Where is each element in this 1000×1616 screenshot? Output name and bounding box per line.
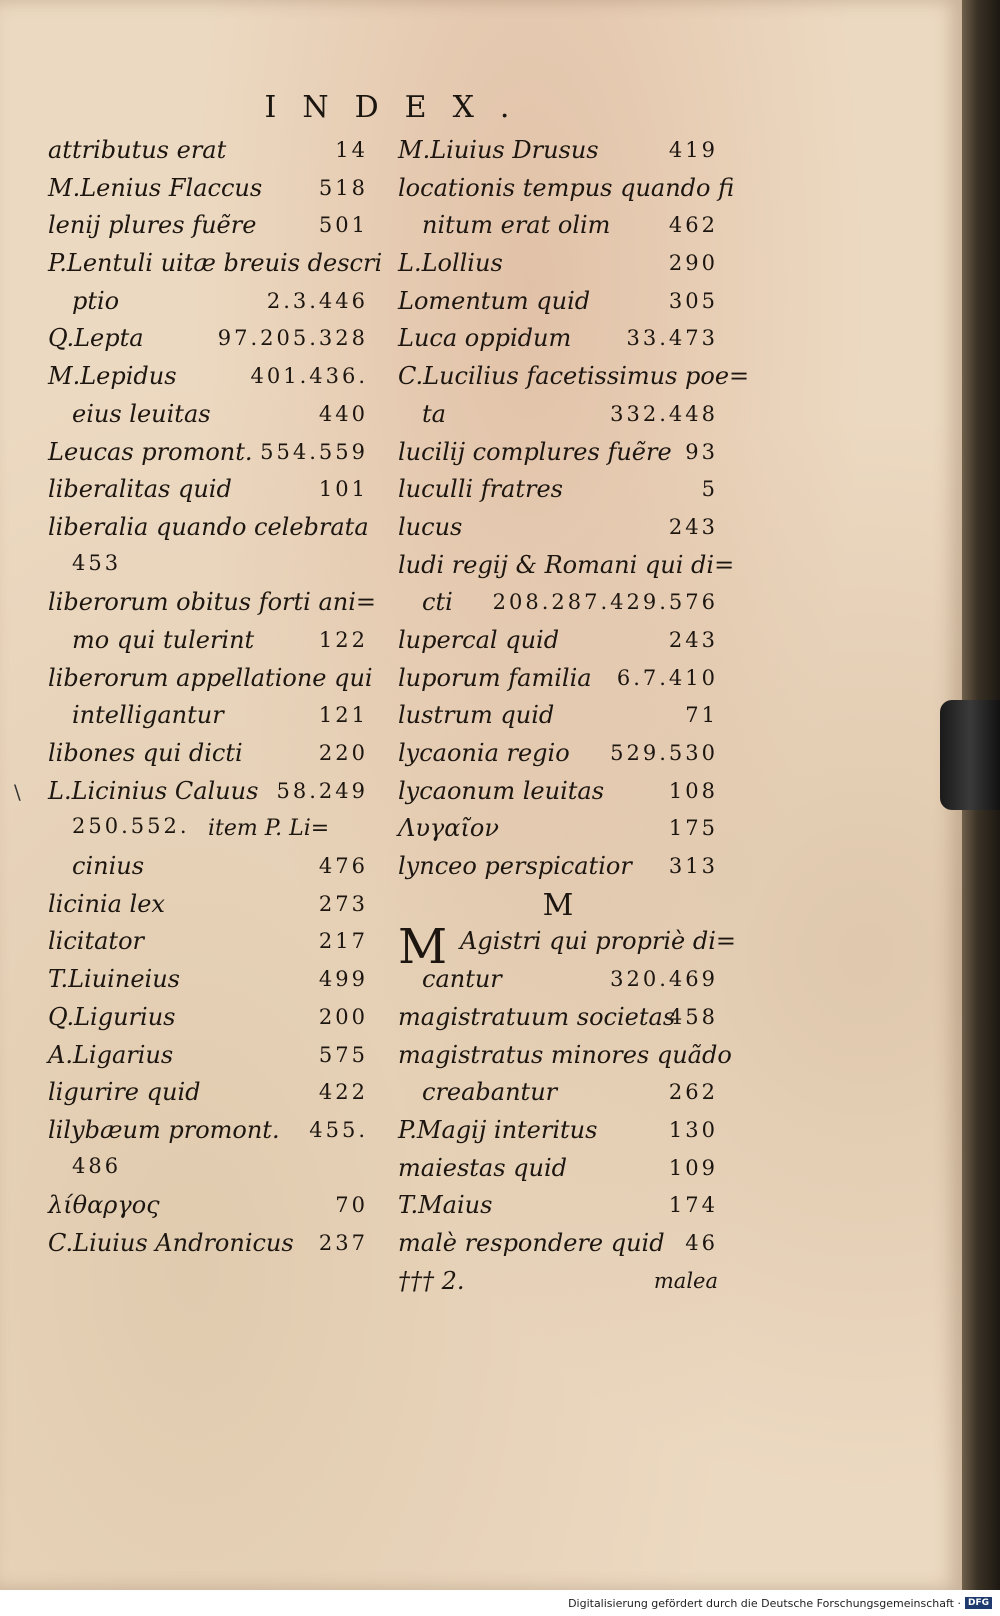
entry-term: maiestas quid <box>398 1153 568 1182</box>
page-reference: 46 <box>685 1230 718 1255</box>
index-entry <box>398 436 718 474</box>
index-entry <box>398 812 718 850</box>
index-entry <box>48 1039 368 1077</box>
entry-term: locationis tempus quando fi <box>398 173 735 202</box>
index-entry <box>48 888 368 926</box>
entry-term: Luca oppidum <box>398 324 572 353</box>
entry-term: C.Liuius Andronicus <box>48 1228 294 1257</box>
index-entry <box>48 209 368 247</box>
index-entry <box>48 662 373 700</box>
page-reference: 174 <box>668 1193 718 1218</box>
page-reference: 401.436. <box>250 364 368 389</box>
entry-term: lenij plures fuẽre <box>48 211 257 240</box>
entry-term: ptio <box>72 286 120 315</box>
entry-term: ta <box>422 399 446 428</box>
entry-term: ludi regij & Romani qui di= <box>398 550 735 579</box>
index-entry <box>398 1039 732 1077</box>
index-entry <box>398 1001 718 1039</box>
page-reference: 440 <box>318 401 368 426</box>
page-reference: 71 <box>685 703 718 728</box>
index-entry <box>48 1152 368 1190</box>
entry-term: liberorum appellatione qui <box>48 663 373 692</box>
entry-continuation: item P. Li= <box>208 816 330 842</box>
entry-term: lupercal quid <box>398 625 560 654</box>
page-reference: 58.249 <box>276 778 368 803</box>
index-entry <box>48 172 368 210</box>
page-reference: 290 <box>668 251 718 276</box>
entry-term: malè respondere quid <box>398 1228 665 1257</box>
page-reference: 237 <box>318 1230 368 1255</box>
index-entry <box>398 963 718 1001</box>
page-reference: 97.205.328 <box>217 326 368 351</box>
index-entry <box>48 1189 368 1227</box>
page-reference: 101 <box>318 477 368 502</box>
entry-term: lustrum quid <box>398 701 555 730</box>
entry-term: M.Lenius Flaccus <box>48 173 263 202</box>
page-reference: 458 <box>668 1004 718 1029</box>
page-reference: 175 <box>668 816 718 841</box>
entry-term: eius leuitas <box>72 399 211 428</box>
entry-term: licitator <box>48 927 144 956</box>
index-entry <box>398 737 718 775</box>
index-entry <box>398 662 718 700</box>
digitization-footer <box>0 1590 1000 1616</box>
page-reference: 554.559 <box>260 439 368 464</box>
index-entry <box>398 850 718 888</box>
index-entry <box>398 919 737 976</box>
entry-term: λίθαργος <box>48 1191 160 1220</box>
index-entry <box>48 134 368 172</box>
index-entry <box>48 699 368 737</box>
entry-term: A.Ligarius <box>48 1040 174 1069</box>
entry-term: magistratuum societas <box>398 1002 676 1031</box>
entry-term: liberalitas quid <box>48 475 232 504</box>
page-reference: 6.7.410 <box>616 665 718 690</box>
entry-term: nitum erat olim <box>422 211 611 240</box>
page-reference: 130 <box>668 1117 718 1142</box>
index-column-left <box>48 134 383 1265</box>
index-entry <box>48 549 368 587</box>
entry-term: mo qui tulerint <box>72 625 255 654</box>
entry-term: ††† 2. <box>398 1266 465 1295</box>
index-entry <box>48 586 376 624</box>
entry-term: Q.Ligurius <box>48 1002 176 1031</box>
entry-term: M.Lepidus <box>48 362 177 391</box>
entry-term: cinius <box>72 852 145 881</box>
page-reference: 109 <box>668 1155 718 1180</box>
index-entry <box>48 398 368 436</box>
page-reference: 422 <box>318 1080 368 1105</box>
entry-term: P.Lentuli uitæ breuis descri <box>48 249 383 278</box>
entry-term: L.Lollius <box>398 249 503 278</box>
page-reference: 529.530 <box>610 741 718 765</box>
index-entry <box>48 247 383 285</box>
index-entry <box>398 360 750 398</box>
entry-term: libones qui dicti <box>48 739 243 767</box>
page-reference: 501 <box>318 213 368 238</box>
page-reference: 200 <box>318 1004 368 1029</box>
index-entry <box>48 737 368 775</box>
index-entry <box>398 473 718 511</box>
page-reference: 93 <box>685 439 718 464</box>
entry-term: T.Liuineius <box>48 965 180 994</box>
page-reference: 33.473 <box>626 326 718 351</box>
entry-term: luculli fratres <box>398 475 563 504</box>
index-entry <box>48 812 368 850</box>
entry-term: Q.Lepta <box>48 324 144 353</box>
index-entry <box>398 172 735 210</box>
entry-term: intelligantur <box>72 701 224 730</box>
index-entry <box>398 322 718 360</box>
entry-term: lilybæum promont. <box>48 1115 280 1144</box>
page-clip <box>940 700 1000 810</box>
page-reference: 217 <box>318 929 368 954</box>
entry-term: magistratus minores quãdo <box>398 1040 732 1069</box>
entry-term: luporum familia <box>398 663 592 692</box>
page-reference: 262 <box>668 1080 718 1105</box>
index-entry <box>398 134 718 172</box>
index-entry <box>48 1001 368 1039</box>
index-entry <box>398 398 718 436</box>
index-entry <box>398 1114 718 1152</box>
page-reference: 320.469 <box>610 967 718 992</box>
entry-term: attributus erat <box>48 136 227 164</box>
page-reference: 575 <box>318 1042 368 1067</box>
index-entry <box>48 1076 368 1114</box>
page-reference: 243 <box>668 514 718 539</box>
entry-term: T.Maius <box>398 1191 493 1220</box>
index-entry <box>398 1265 718 1303</box>
entry-term: lycaonum leuitas <box>398 776 605 805</box>
page-reference: 455. <box>309 1117 368 1142</box>
entry-term: 453 <box>72 550 122 575</box>
entry-term: liberorum obitus forti ani= <box>48 588 376 617</box>
entry-term: Λυγαῖον <box>398 814 499 843</box>
entry-term: cti <box>422 588 453 617</box>
entry-term: liberalia quando celebrata <box>48 512 369 541</box>
index-entry <box>398 549 735 587</box>
entry-term: lynceo perspicatior <box>398 852 632 881</box>
entry-term: Leucas promont. <box>48 437 253 466</box>
index-entry <box>48 1114 368 1152</box>
dfg-logo: DFG <box>965 1597 992 1609</box>
entry-term: 486 <box>72 1153 122 1178</box>
page-reference: 5 <box>701 477 718 502</box>
entry-term: lucilij complures fuẽre <box>398 437 672 466</box>
page-reference: 2.3.446 <box>266 288 368 313</box>
entry-term: Lomentum quid <box>398 286 591 315</box>
index-entry <box>398 699 718 737</box>
entry-term: L.Licinius Caluus <box>48 776 259 805</box>
index-column-right <box>398 134 750 1302</box>
page-reference: 14 <box>335 138 368 162</box>
index-entry <box>48 360 368 398</box>
page-reference: 476 <box>318 854 368 879</box>
index-entry <box>48 511 368 549</box>
index-entry <box>398 775 718 813</box>
index-entry <box>48 285 368 323</box>
page-reference: 518 <box>318 175 368 200</box>
index-entry <box>48 775 368 813</box>
entry-term: cantur <box>422 965 502 994</box>
index-entry <box>398 209 718 247</box>
index-entry <box>398 247 718 285</box>
page-reference: 419 <box>668 138 718 162</box>
page-reference: 243 <box>668 627 718 652</box>
index-entry <box>398 624 718 662</box>
index-entry <box>398 1076 718 1114</box>
entry-term: C.Lucilius facetissimus poe= <box>398 362 750 391</box>
index-entry <box>48 1227 368 1265</box>
page-reference: 313 <box>668 854 718 879</box>
index-entry <box>48 322 368 360</box>
section-letter: M <box>542 887 574 923</box>
index-entry <box>48 850 368 888</box>
index-entry <box>398 1189 718 1227</box>
entry-term: licinia lex <box>48 889 165 918</box>
page-reference: 121 <box>318 703 368 728</box>
entry-term: P.Magij interitus <box>398 1115 598 1144</box>
initial-letter: M <box>398 919 448 976</box>
index-entry <box>398 285 718 323</box>
page-reference: 462 <box>668 213 718 238</box>
entry-term: Agistri qui propriè di= <box>460 927 737 956</box>
page-reference: 273 <box>318 891 368 916</box>
index-entry <box>48 624 368 662</box>
entry-term: ligurire quid <box>48 1078 201 1107</box>
page-reference: 122 <box>318 627 368 652</box>
page-reference: 305 <box>668 288 718 313</box>
page-reference: 70 <box>335 1193 368 1218</box>
entry-term: creabantur <box>422 1078 558 1107</box>
index-entry <box>398 586 718 624</box>
index-entry <box>48 473 368 511</box>
page-reference: 220 <box>318 741 368 765</box>
index-entry <box>48 963 368 1001</box>
entry-term: lycaonia regio <box>398 739 570 767</box>
index-entry <box>398 1152 718 1190</box>
entry-term: 250.552. <box>72 814 190 839</box>
page-reference: 108 <box>668 778 718 803</box>
index-entry <box>398 1227 718 1265</box>
page-reference: 332.448 <box>610 401 718 426</box>
index-entry <box>398 511 718 549</box>
footer-text: Digitalisierung gefördert durch die Deutsche Forschungsgemeinschaft · <box>568 1596 961 1610</box>
index-entry <box>48 436 368 474</box>
catchword: malea <box>653 1268 718 1293</box>
margin-mark: \ <box>14 780 21 804</box>
index-entry <box>48 925 368 963</box>
entry-term: M.Liuius Drusus <box>398 136 599 164</box>
page-reference: 499 <box>318 967 368 992</box>
page-reference: 208.287.429.576 <box>492 590 718 615</box>
entry-term: lucus <box>398 512 463 541</box>
page-header: INDEX. <box>264 90 536 125</box>
